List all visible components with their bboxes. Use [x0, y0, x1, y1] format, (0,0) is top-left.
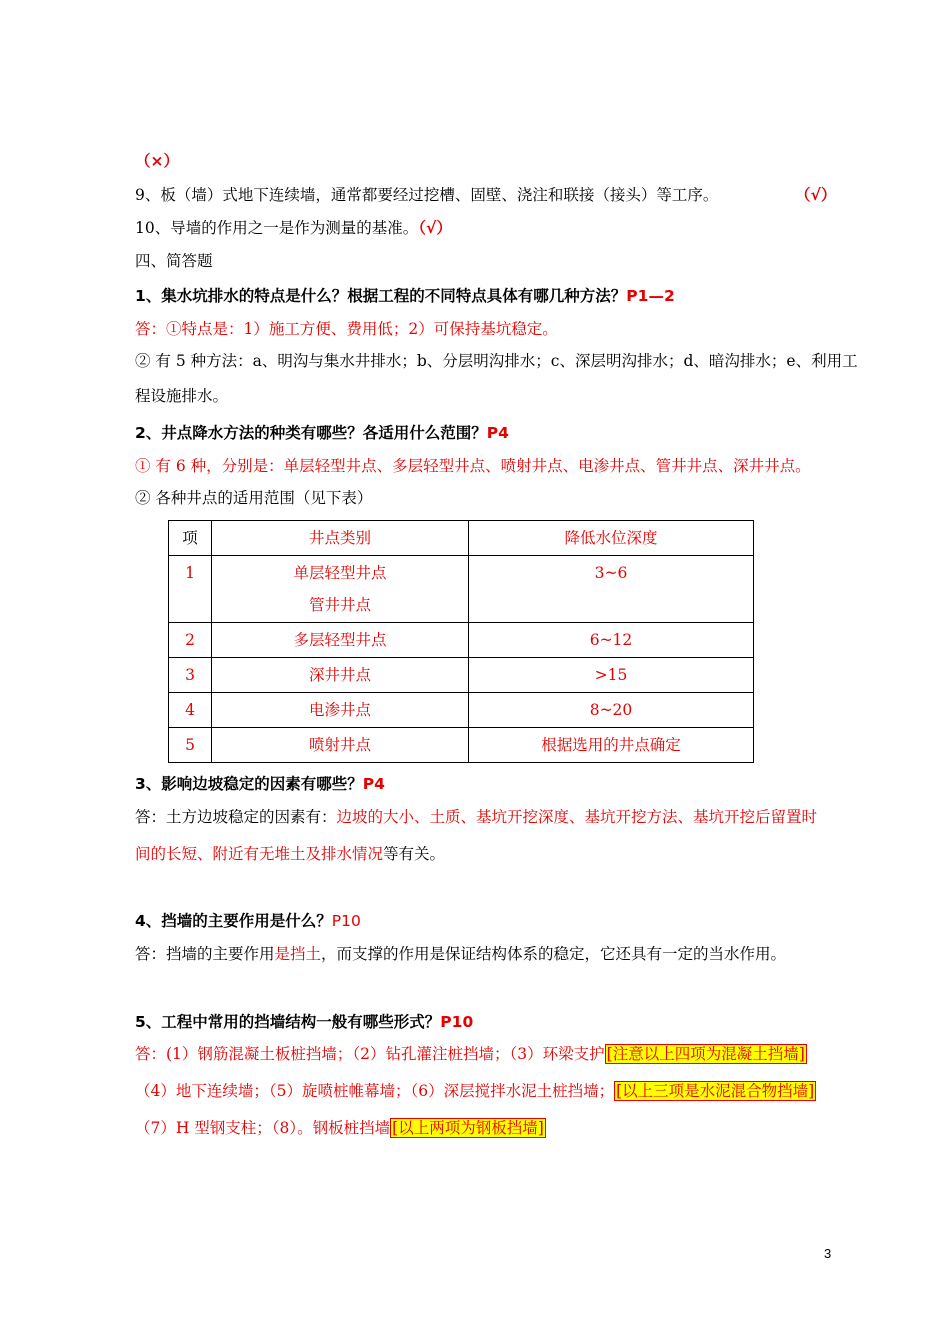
question-4 [135, 910, 361, 932]
question-1 [135, 285, 675, 307]
answer-2-table-intro: ② 各种井点的适用范围（见下表） [135, 489, 373, 507]
answer-3-prefix: 答：土方边坡稳定的因素有： [135, 808, 337, 826]
table-cell-depth: 6~12 [469, 623, 754, 658]
statement-9 [135, 184, 718, 206]
question-5-ref: P10 [440, 1013, 474, 1031]
answer-3 [135, 806, 817, 828]
answer-3-factors-cont: 间的长短、附近有无堆土及排水情况 [135, 845, 384, 863]
table-cell-no: 1 [169, 556, 212, 623]
answer-mark-check-10: （√） [418, 219, 452, 237]
question-2-ref: P4 [486, 424, 509, 442]
answer-5-text: 答：(1）钢筋混凝土板桩挡墙；（2）钻孔灌注桩挡墙；（3）环梁支护 [135, 1045, 605, 1063]
answer-1: 答：①特点是：1）施工方便、费用低；2）可保持基坑稳定。 [135, 320, 558, 338]
table-header: 降低水位深度 [469, 521, 754, 556]
question-5-text: 5、工程中常用的挡墙结构一般有哪些形式？ [135, 1013, 441, 1031]
table-cell-depth: 8~20 [469, 693, 754, 728]
question-3-text: 3、影响边坡稳定的因素有哪些？ [135, 775, 363, 793]
table-cell-no: 4 [169, 693, 212, 728]
answer-3-suffix: 等有关。 [383, 845, 446, 863]
table-header: 井点类别 [212, 521, 469, 556]
answer-3-factors: 边坡的大小、土质、基坑开挖深度、基坑开挖方法、基坑开挖后留置时 [336, 808, 818, 826]
answer-2: ① 有 6 种，分别是：单层轻型井点、多层轻型井点、喷射井点、电渗井点、管井井点、深井井点。 [135, 457, 811, 475]
table-cell-type: 喷射井点 [212, 728, 469, 763]
question-1-text: 1、集水坑排水的特点是什么？根据工程的不同特点具体有哪几种方法？ [135, 287, 627, 305]
table-cell-type: 电渗井点 [212, 693, 469, 728]
answer-4-prefix: 答：挡墙的主要作用 [135, 945, 275, 963]
table-cell-type: 多层轻型井点 [212, 623, 469, 658]
answer-1-methods: ② 有 5 种方法：a、明沟与集水井排水；b、分层明沟排水；c、深层明沟排水；d、暗沟排水；e、利用工 [135, 352, 858, 370]
table-cell-depth: 3~6 [469, 556, 754, 623]
page-number: 3 [824, 1246, 832, 1261]
answer-5-end [135, 1117, 546, 1139]
table-row [169, 693, 754, 728]
answer-5-note-concrete: [注意以上四项为混凝土挡墙] [606, 1045, 805, 1063]
table-row [169, 556, 754, 623]
answer-4-key: 是挡土 [274, 945, 322, 963]
table-cell-type: 深井井点 [212, 658, 469, 693]
answer-5 [135, 1043, 807, 1065]
question-2 [135, 422, 509, 444]
table-cell-depth: 根据选用的井点确定 [469, 728, 754, 763]
answer-3-cont [135, 843, 445, 865]
table-row [169, 658, 754, 693]
section-heading: 四、简答题 [135, 252, 213, 270]
question-4-text: 4、挡墙的主要作用是什么？ [135, 912, 332, 930]
table-row [169, 623, 754, 658]
answer-4-suffix: ，而支撑的作用是保证结构体系的稳定，它还具有一定的当水作用。 [321, 945, 787, 963]
table-header: 项 [169, 521, 212, 556]
answer-5-note-steel: [以上两项为钢板挡墙] [392, 1119, 544, 1137]
statement-10-text: 10、导墙的作用之一是作为测量的基准。 [135, 219, 419, 237]
answer-4 [135, 943, 786, 965]
question-4-ref: P10 [331, 912, 361, 930]
table-cell-no: 3 [169, 658, 212, 693]
table-cell-type-line: 单层轻型井点 [293, 564, 387, 582]
answer-mark-check-9: （√） [795, 186, 837, 204]
answer-1-methods-cont: 程设施排水。 [135, 387, 229, 405]
table-cell-no: 5 [169, 728, 212, 763]
answer-5-cont [135, 1080, 816, 1102]
table-cell-no: 2 [169, 623, 212, 658]
statement-10 [135, 217, 452, 239]
table-cell-depth: >15 [469, 658, 754, 693]
table-cell-type [212, 556, 469, 623]
statement-9-text: 9、板（墙）式地下连续墙，通常都要经过挖槽、固壁、浇注和联接（接头）等工序。 [135, 186, 719, 204]
answer-mark-cross: （×） [135, 152, 179, 170]
answer-5-end-text: （7）H 型钢支柱；（8）。钢板桩挡墙 [135, 1119, 391, 1137]
table-header-row [169, 521, 754, 556]
question-2-text: 2、井点降水方法的种类有哪些？各适用什么范围？ [135, 424, 487, 442]
question-3 [135, 773, 385, 795]
table-row [169, 728, 754, 763]
question-3-ref: P4 [362, 775, 385, 793]
answer-5-cont-text: （4）地下连续墙；（5）旋喷桩帷幕墙；（6）深层搅拌水泥土桩挡墙； [135, 1082, 615, 1100]
question-5 [135, 1011, 473, 1033]
question-1-ref: P1—2 [626, 287, 675, 305]
answer-5-note-cement: [以上三项是水泥混合物挡墙] [616, 1082, 815, 1100]
table-cell-type-line: 管井井点 [308, 596, 371, 614]
well-point-table [168, 520, 754, 763]
